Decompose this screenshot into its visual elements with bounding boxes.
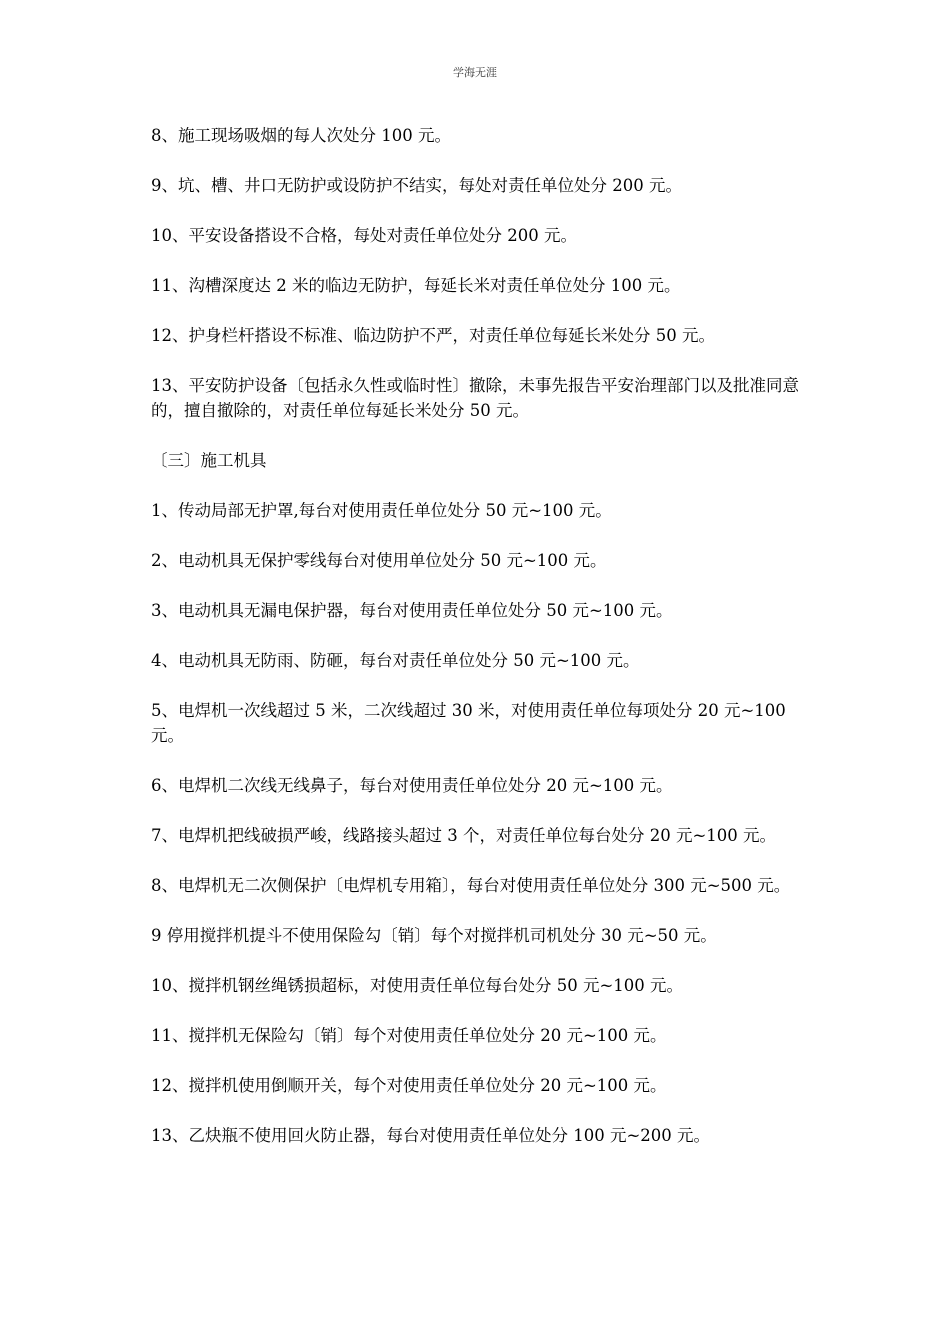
paragraph-machine-item-12: 12、搅拌机使用倒顺开关，每个对使用责任单位处分 20 元~100 元。 bbox=[151, 1076, 667, 1095]
paragraph-machine-item-7: 7、电焊机把线破损严峻，线路接头超过 3 个，对责任单位每台处分 20 元~100 元。 bbox=[151, 826, 777, 845]
paragraph-machine-item-1: 1、传动局部无护罩,每台对使用责任单位处分 50 元~100 元。 bbox=[151, 501, 612, 520]
paragraph-item-13-removal: 13、平安防护设备〔包括永久性或临时性〕撤除，未事先报告平安治理部门以及批准同意的，擅自撤除的，对责任单位每延长米处分 50 元。 bbox=[151, 376, 799, 420]
paragraph-item-10-safety-equipment: 10、平安设备搭设不合格，每处对责任单位处分 200 元。 bbox=[151, 226, 577, 245]
document-body bbox=[151, 123, 801, 1173]
paragraph-item-11-trench-edge: 11、沟槽深度达 2 米的临边无防护，每延长米对责任单位处分 100 元。 bbox=[151, 276, 681, 295]
paragraph-item-8-smoking: 8、施工现场吸烟的每人次处分 100 元。 bbox=[151, 126, 451, 145]
paragraph-machine-item-8: 8、电焊机无二次侧保护〔电焊机专用箱〕，每台对使用责任单位处分 300 元~500 元。 bbox=[151, 876, 791, 895]
paragraph-item-9-pit-protection: 9、坑、槽、井口无防护或设防护不结实，每处对责任单位处分 200 元。 bbox=[151, 176, 682, 195]
paragraph-machine-item-10: 10、搅拌机钢丝绳锈损超标，对使用责任单位每台处分 50 元~100 元。 bbox=[151, 976, 684, 995]
paragraph-machine-item-9: 9 停用搅拌机提斗不使用保险勾〔销〕每个对搅拌机司机处分 30 元~50 元。 bbox=[151, 926, 717, 945]
paragraph-machine-item-4: 4、电动机具无防雨、防砸，每台对责任单位处分 50 元~100 元。 bbox=[151, 651, 640, 670]
page-header: 学海无涯 bbox=[453, 66, 497, 79]
paragraph-machine-item-2: 2、电动机具无保护零线每台对使用单位处分 50 元~100 元。 bbox=[151, 551, 607, 570]
paragraph-machine-item-5: 5、电焊机一次线超过 5 米，二次线超过 30 米，对使用责任单位每项处分 20 元~100 元。 bbox=[151, 701, 786, 745]
paragraph-machine-item-6: 6、电焊机二次线无线鼻子，每台对使用责任单位处分 20 元~100 元。 bbox=[151, 776, 673, 795]
paragraph-machine-item-11: 11、搅拌机无保险勾〔销〕每个对使用责任单位处分 20 元~100 元。 bbox=[151, 1026, 667, 1045]
paragraph-machine-item-3: 3、电动机具无漏电保护器，每台对使用责任单位处分 50 元~100 元。 bbox=[151, 601, 673, 620]
paragraph-machine-item-13: 13、乙炔瓶不使用回火防止器，每台对使用责任单位处分 100 元~200 元。 bbox=[151, 1126, 711, 1145]
section-heading-machinery: 〔三〕施工机具 bbox=[151, 451, 267, 470]
paragraph-item-12-guardrail: 12、护身栏杆搭设不标准、临边防护不严，对责任单位每延长米处分 50 元。 bbox=[151, 326, 715, 345]
